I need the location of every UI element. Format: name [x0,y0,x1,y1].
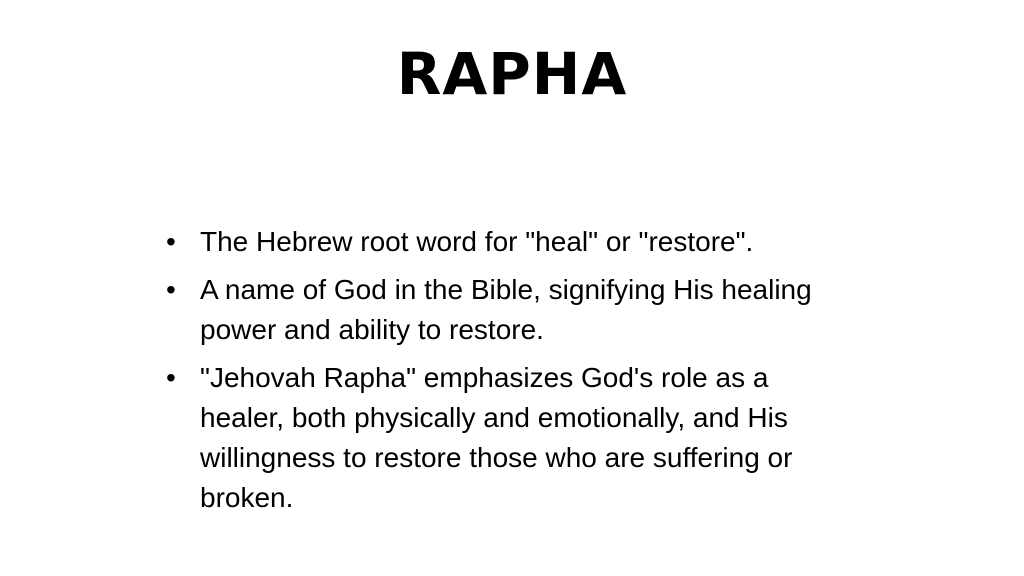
bullet-dot-icon: • [166,274,176,305]
bullet-dot-icon: • [166,226,176,257]
slide-title: RAPHA [396,40,628,108]
bullet-item-1 [166,222,856,262]
bullet-text: A name of God in the Bible, signifying His healing power and ability to restore. [200,274,812,345]
bullet-item-3 [166,358,856,518]
bullet-item-2 [166,270,856,350]
bullet-list [166,222,856,526]
bullet-text: The Hebrew root word for "heal" or "restore". [200,226,754,257]
bullet-text: "Jehovah Rapha" emphasizes God's role as a healer, both physically and emotionally, and His willingness to restore those who are suffering or broken. [200,362,793,513]
bullet-dot-icon: • [166,362,176,393]
